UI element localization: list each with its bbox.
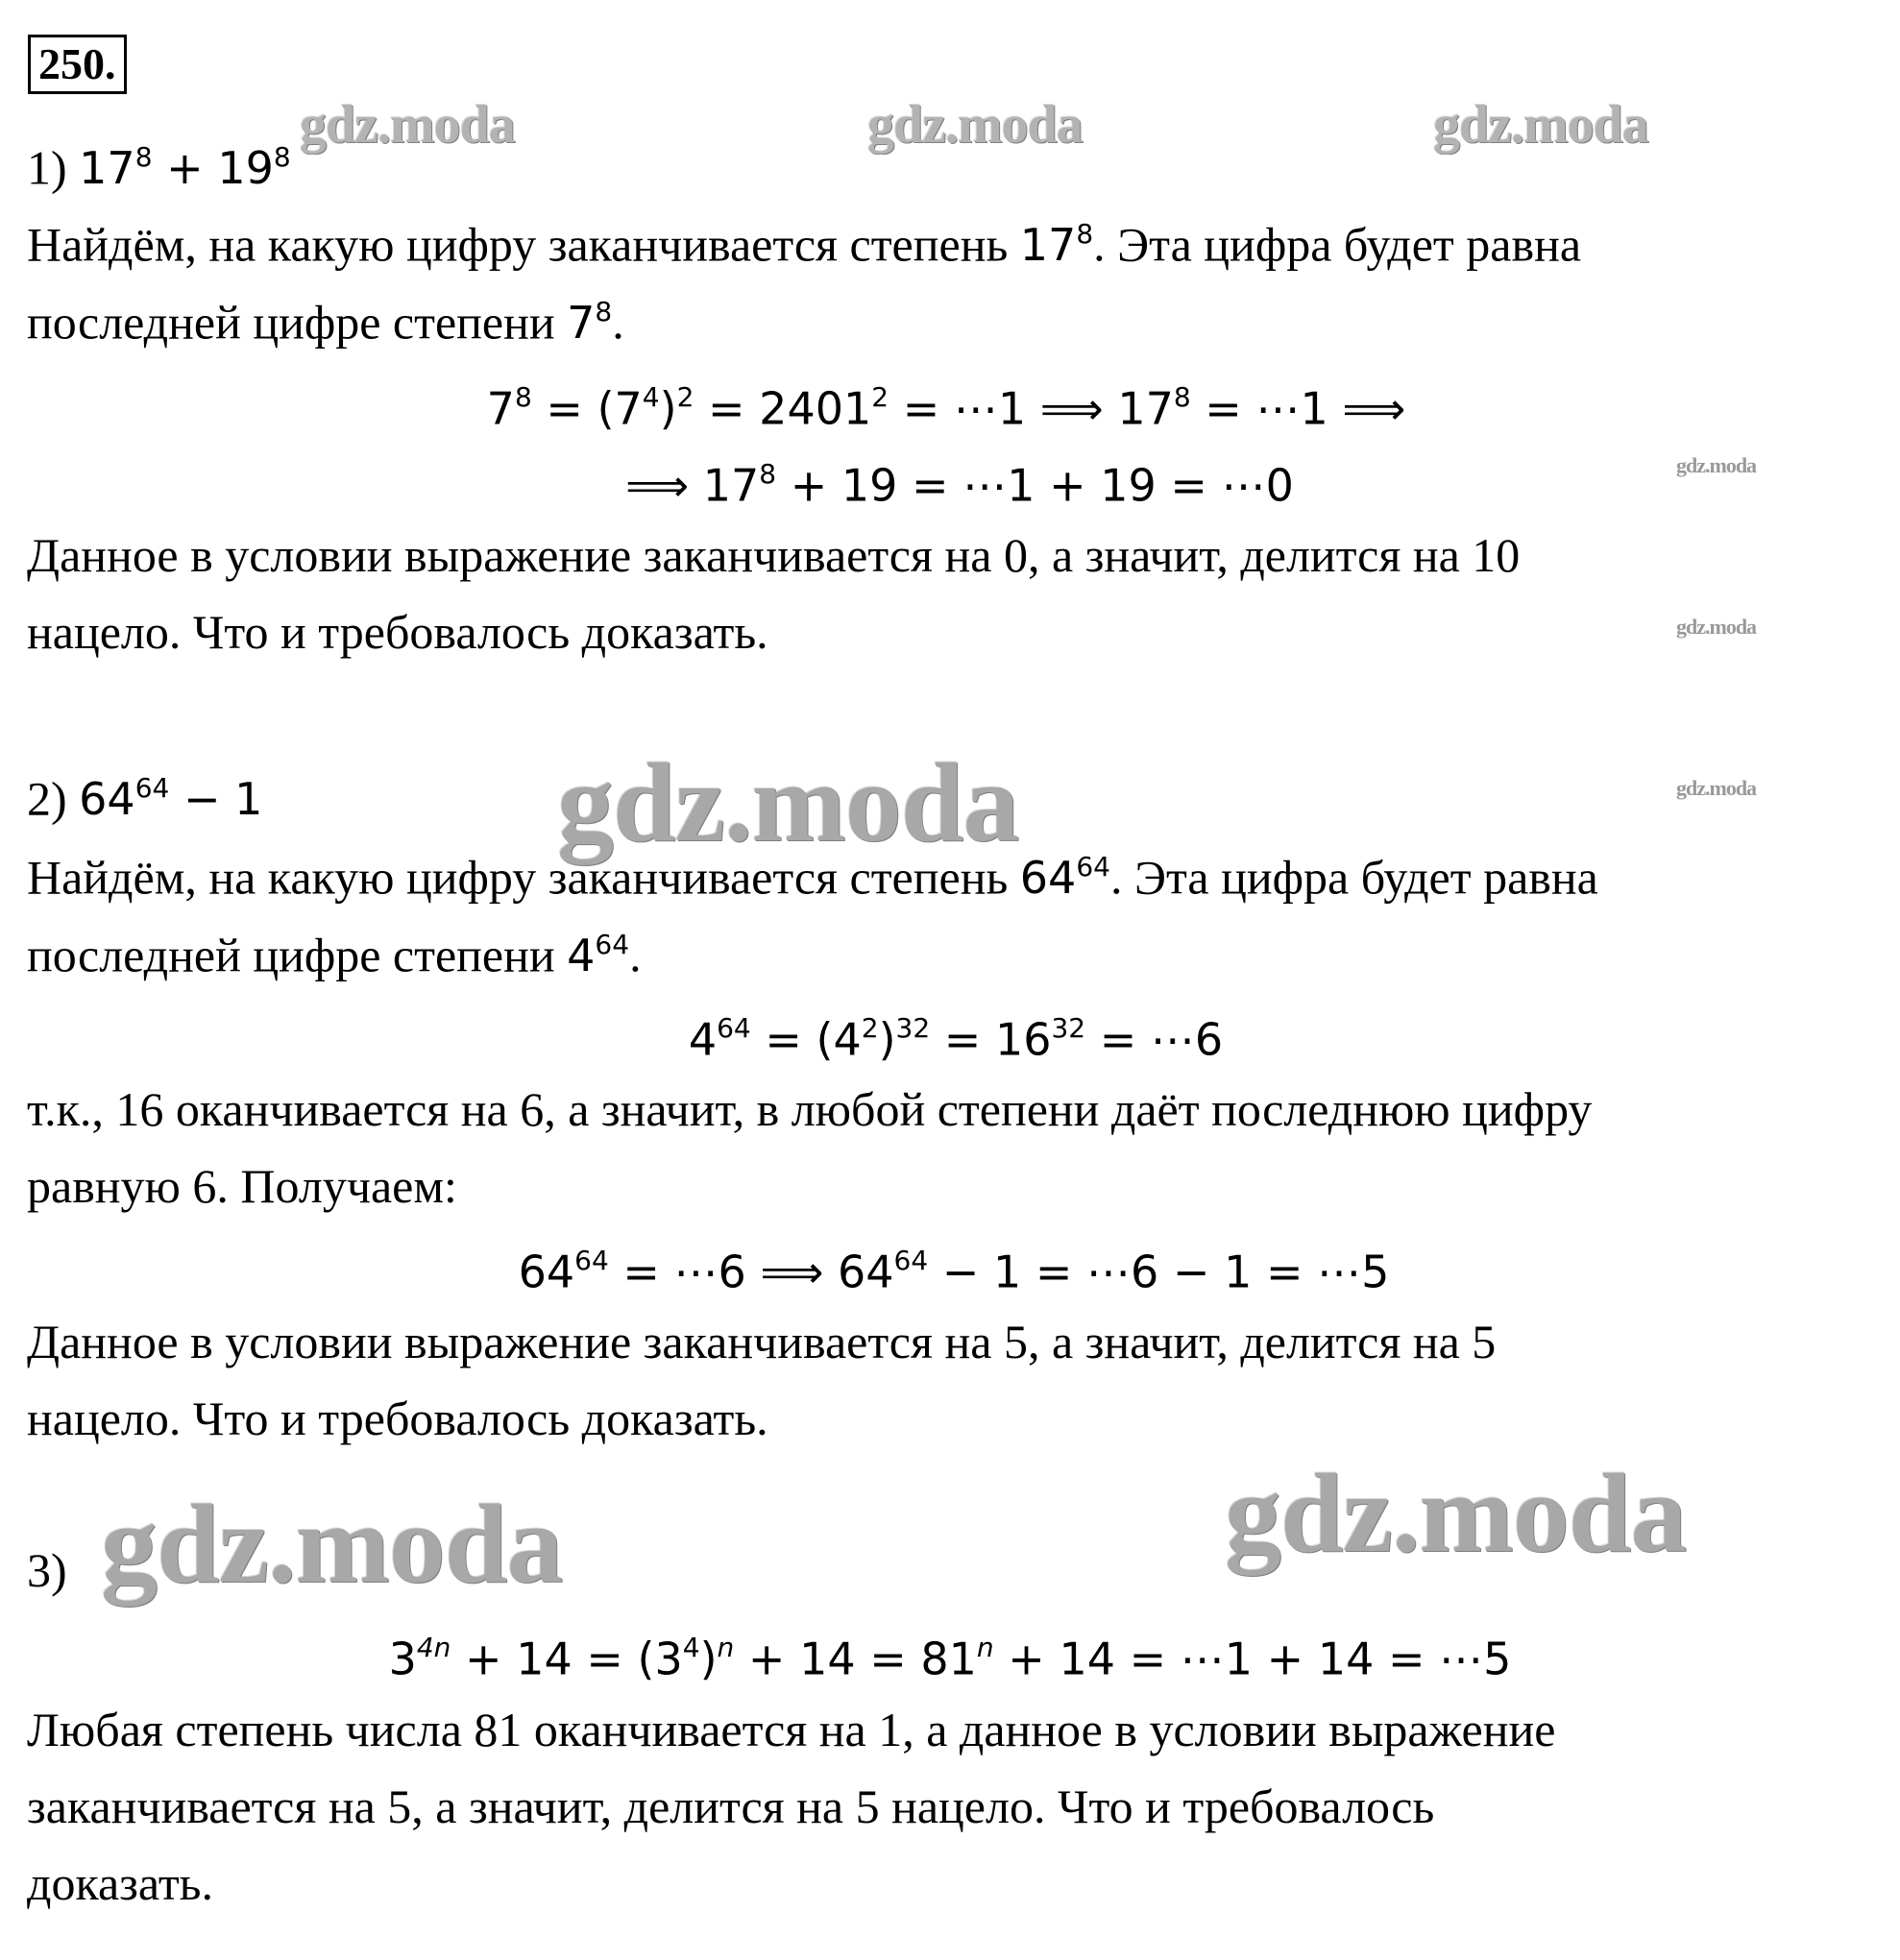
equation: $4^{64} = (4^2)^{32} = 16^{32}$ = ⋯6 — [688, 1012, 1224, 1066]
watermark: gdz.moda — [867, 95, 1083, 155]
part-label: 1) — [27, 140, 67, 195]
paragraph-line: равную 6. Получаем: — [27, 1159, 457, 1213]
problem-number: 250. — [28, 35, 127, 94]
watermark: gdz.moda — [1676, 776, 1757, 800]
watermark: gdz.moda — [300, 95, 515, 155]
expression: $64^{64} - 1$ — [79, 772, 263, 826]
equation: $64^{64}$ = ⋯6 ⟹ $64^{64} - 1$ = ⋯6 − 1 = ⋯5 — [518, 1245, 1390, 1298]
watermark: gdz.moda — [101, 1481, 563, 1607]
paragraph-line: последней цифре степени $7^8$. — [27, 295, 624, 350]
conclusion-line: Данное в условии выражение заканчивается на 0, а значит, делится на 10 — [27, 528, 1521, 582]
paragraph-line: Любая степень числа 81 оканчивается на 1, а данное в условии выражение — [27, 1703, 1556, 1756]
equation: $7^8 = (7^4)^2 = 2401^2$ = ⋯1 ⟹ $17^8$ = ⋯1 ⟹ — [486, 381, 1406, 435]
part3-heading — [27, 1541, 67, 1599]
paragraph-line: заканчивается на 5, а значит, делится на 5 нацело. Что и требовалось — [27, 1779, 1435, 1833]
part-label: 2) — [27, 771, 67, 826]
watermark: gdz.moda — [1225, 1450, 1687, 1576]
paragraph-line: последней цифре степени $4^{64}$. — [27, 928, 642, 982]
watermark: gdz.moda — [557, 739, 1019, 865]
conclusion-line: Данное в условии выражение заканчивается на 5, а значит, делится на 5 — [27, 1315, 1497, 1368]
conclusion-line: нацело. Что и требовалось доказать. — [27, 605, 768, 659]
expression: $17^8 + 19^8$ — [79, 141, 291, 195]
paragraph-line: т.к., 16 оканчивается на 6, а значит, в любой степени даёт последнюю цифру — [27, 1082, 1593, 1136]
watermark: gdz.moda — [1433, 95, 1648, 155]
equation: ⟹ $17^8 + 19$ = ⋯1 + 19 = ⋯0 — [625, 458, 1294, 512]
equation: $3^{4n} + 14 = (3^4)^n + 14 = 81^n + 14$ = ⋯1 + 14 = ⋯5 — [388, 1632, 1512, 1685]
part2-heading — [27, 762, 262, 828]
watermark: gdz.moda — [1676, 615, 1757, 639]
paragraph-line: Найдём, на какую цифру заканчивается степень $64^{64}$. Эта цифра будет равна — [27, 850, 1598, 905]
paragraph-line: доказать. — [27, 1856, 213, 1910]
part1-heading — [27, 131, 291, 197]
conclusion-line: нацело. Что и требовалось доказать. — [27, 1391, 768, 1445]
paragraph-line: Найдём, на какую цифру заканчивается степень $17^8$. Эта цифра будет равна — [27, 217, 1582, 272]
watermark: gdz.moda — [1676, 453, 1757, 477]
part-label: 3) — [27, 1543, 67, 1597]
